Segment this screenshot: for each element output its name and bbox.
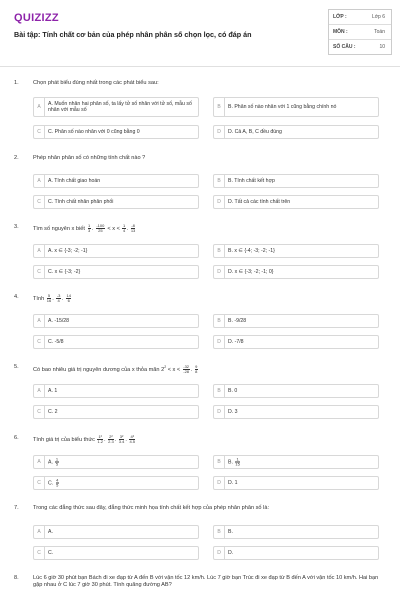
option-letter: C bbox=[34, 477, 45, 489]
fraction: $\frac{1}{15}$ bbox=[235, 456, 240, 467]
option-text: B. -9/28 bbox=[228, 317, 247, 324]
meta-box bbox=[328, 9, 392, 55]
option-text: A. bbox=[48, 528, 53, 535]
option-text: C. Tính chất nhân phân phối bbox=[48, 198, 114, 205]
question-text: Lúc 6 giờ 30 phút bạn Bách đi xe đạp từ A đến B với vận tốc 12 km/h. Lúc 7 giờ bạn Trúc đi xe đạp từ B đến A với vận tốc 10 km/h. Hai bạn gặp nhau ở C lúc 7 giờ 30 phút. Tính quãng đường AB? bbox=[33, 575, 379, 588]
question-text: Tính $\frac{5}{16}$ . $\frac{-3}{4}$ . $\frac{14}{6}$ bbox=[33, 293, 71, 303]
option-letter: B bbox=[214, 315, 225, 327]
option-a[interactable] bbox=[33, 244, 199, 258]
option-text: D. x ∈ {-3; -2; -1; 0} bbox=[228, 268, 274, 275]
option-letter: C bbox=[34, 196, 45, 208]
fraction: $\frac{1}{4}$ bbox=[122, 223, 126, 233]
fraction: $\frac{4}{5}$ bbox=[56, 477, 59, 488]
option-letter: D bbox=[214, 126, 225, 138]
option-text: A. Tính chất giao hoán bbox=[48, 177, 101, 184]
option-letter: A bbox=[34, 245, 45, 257]
question-text: Chọn phát biểu đúng nhất trong các phát biểu sau: bbox=[33, 80, 159, 86]
option-b[interactable] bbox=[213, 244, 379, 258]
fraction: $\frac{-3}{4}$ bbox=[56, 293, 61, 303]
option-letter: D bbox=[214, 336, 225, 348]
option-d[interactable] bbox=[213, 195, 379, 209]
option-b[interactable] bbox=[213, 525, 379, 539]
option-c[interactable] bbox=[33, 335, 199, 349]
header-divider bbox=[0, 66, 400, 67]
option-text: C. -5/8 bbox=[48, 338, 64, 345]
option-c[interactable] bbox=[33, 265, 199, 279]
question-text: Tìm số nguyên x biết $\frac{1}{3}$ . $\frac{-100}{25}$ < x < $\frac{1}{4}$ . $\frac{-8}{13}$ bbox=[33, 223, 136, 233]
option-c[interactable] bbox=[33, 195, 199, 209]
option-a[interactable] bbox=[33, 455, 199, 469]
meta-key: LỚP : bbox=[333, 14, 347, 20]
option-text: D. -7/8 bbox=[228, 338, 244, 345]
question-number: 7. bbox=[14, 505, 19, 511]
option-letter: D bbox=[214, 196, 225, 208]
fraction: $\frac{1}{3}$ bbox=[88, 223, 91, 233]
option-text: A. $\frac{1}{5}$ bbox=[48, 456, 59, 467]
fraction: $\frac{\text{2²}}{2.3}$ bbox=[108, 434, 114, 444]
option-letter: A bbox=[34, 526, 45, 538]
option-text: D. 3 bbox=[228, 408, 238, 415]
fraction: $\frac{5}{16}$ bbox=[46, 293, 52, 303]
meta-key: SỐ CÂU : bbox=[333, 44, 356, 50]
question-number: 8. bbox=[14, 575, 19, 581]
option-text: B. bbox=[228, 528, 233, 535]
quizizz-logo: QUIZIZZ bbox=[14, 12, 59, 24]
option-b[interactable] bbox=[213, 384, 379, 398]
option-text: A. 1 bbox=[48, 387, 58, 394]
option-d[interactable] bbox=[213, 405, 379, 419]
option-letter: B bbox=[214, 245, 225, 257]
question-number: 5. bbox=[14, 364, 19, 370]
meta-value: Toán bbox=[374, 29, 385, 35]
option-letter: B bbox=[214, 456, 225, 468]
option-letter: A bbox=[34, 98, 45, 116]
fraction: $\frac{9}{8}$ bbox=[195, 363, 198, 374]
fraction: $\frac{14}{6}$ bbox=[66, 293, 71, 303]
meta-value: Lớp 6 bbox=[371, 14, 385, 20]
option-text: C. Phân số nào nhân với 0 cũng bằng 0 bbox=[48, 128, 140, 135]
fraction: $\frac{1}{5}$ bbox=[55, 456, 59, 467]
option-text: B. 0 bbox=[228, 387, 238, 394]
question-number: 3. bbox=[14, 224, 19, 230]
option-letter: D bbox=[214, 406, 225, 418]
fraction: $\frac{-32}{-28}$ bbox=[183, 363, 190, 374]
option-text: D. 1 bbox=[228, 479, 238, 486]
option-letter: B bbox=[214, 175, 225, 187]
option-text: C. bbox=[48, 549, 54, 556]
option-b[interactable] bbox=[213, 314, 379, 328]
option-letter: B bbox=[214, 385, 225, 397]
meta-row-count bbox=[329, 40, 391, 54]
option-text: C. x ∈ {-3; -2} bbox=[48, 268, 81, 275]
fraction: $\frac{\text{3²}}{3.4}$ bbox=[118, 434, 125, 444]
option-c[interactable] bbox=[33, 546, 199, 560]
option-letter: A bbox=[34, 175, 45, 187]
question-number: 4. bbox=[14, 294, 19, 300]
question-text: Có bao nhiêu giá trị nguyên dương của x thỏa mãn $2^2 < x$ < $\frac{-32}{-28}$ . $\frac{9}{8}$ bbox=[33, 363, 198, 374]
option-text: D. Cả A, B, C đều đúng bbox=[228, 128, 282, 135]
option-d[interactable] bbox=[213, 265, 379, 279]
option-text: D. bbox=[228, 549, 234, 556]
question-text: Phép nhân phân số có những tính chất nào ? bbox=[33, 155, 146, 161]
option-b[interactable] bbox=[213, 97, 379, 117]
option-letter: D bbox=[214, 266, 225, 278]
option-d[interactable] bbox=[213, 125, 379, 139]
option-letter: A bbox=[34, 315, 45, 327]
option-d[interactable] bbox=[213, 546, 379, 560]
option-letter: B bbox=[214, 526, 225, 538]
option-b[interactable] bbox=[213, 174, 379, 188]
worksheet-header bbox=[0, 0, 400, 66]
worksheet-title: Bài tập: Tính chất cơ bản của phép nhân phân số chọn lọc, có đáp án bbox=[14, 30, 252, 39]
option-text: D. Tất cả các tính chất trên bbox=[228, 198, 291, 205]
option-a[interactable] bbox=[33, 314, 199, 328]
question-number: 2. bbox=[14, 155, 19, 161]
option-b[interactable] bbox=[213, 455, 379, 469]
option-letter: C bbox=[34, 547, 45, 559]
option-text: C. 2 bbox=[48, 408, 58, 415]
option-letter: A bbox=[34, 385, 45, 397]
meta-value: 10 bbox=[379, 44, 385, 50]
question-text: Trong các đẳng thức sau đây, đẳng thức minh họa tính chất kết hợp của phép nhân phân số là: bbox=[33, 505, 269, 511]
option-d[interactable] bbox=[213, 476, 379, 490]
option-letter: A bbox=[34, 456, 45, 468]
option-letter: C bbox=[34, 126, 45, 138]
question-number: 6. bbox=[14, 435, 19, 441]
option-a[interactable] bbox=[33, 525, 199, 539]
option-text: B. Tính chất kết hợp bbox=[228, 177, 275, 184]
option-text: A. Muốn nhân hai phân số, ta lấy tử số nhân với tử số, mẫu số nhân với mẫu số bbox=[48, 100, 192, 113]
option-letter: C bbox=[34, 336, 45, 348]
option-c[interactable] bbox=[33, 125, 199, 139]
question-text: Tính giá trị của biểu thức $\frac{\text{1²}}{1.2}$ . $\frac{\text{2²}}{2.3}$ . $\frac{\text{3²}}{3.4}$ . $\frac{\text{4²}}{4.5}$ bbox=[33, 434, 136, 444]
option-letter: D bbox=[214, 547, 225, 559]
option-a[interactable] bbox=[33, 384, 199, 398]
option-c[interactable] bbox=[33, 405, 199, 419]
option-text: B. $\frac{1}{15}$ bbox=[228, 456, 240, 467]
option-text: C. $\frac{4}{5}$ bbox=[48, 477, 59, 488]
fraction: $\frac{-8}{13}$ bbox=[130, 223, 136, 233]
option-letter: D bbox=[214, 477, 225, 489]
option-letter: C bbox=[34, 406, 45, 418]
option-a[interactable] bbox=[33, 174, 199, 188]
meta-row-grade bbox=[329, 10, 391, 25]
option-text: A. x ∈ {-3; -2; -1} bbox=[48, 247, 88, 254]
question-number: 1. bbox=[14, 80, 19, 86]
option-text: A. -15/28 bbox=[48, 317, 70, 324]
option-d[interactable] bbox=[213, 335, 379, 349]
option-letter: C bbox=[34, 266, 45, 278]
option-letter: B bbox=[214, 98, 225, 116]
option-text: B. Phân số nào nhân với 1 cũng bằng chính nó bbox=[228, 103, 337, 110]
meta-key: MÔN : bbox=[333, 29, 348, 35]
option-text: B. x ∈ {-4; -3; -2; -1} bbox=[228, 247, 275, 254]
fraction: $\frac{-100}{25}$ bbox=[96, 223, 105, 233]
fraction: $\frac{\text{1²}}{1.2}$ bbox=[97, 434, 104, 444]
fraction: $\frac{\text{4²}}{4.5}$ bbox=[129, 434, 136, 444]
option-c[interactable] bbox=[33, 476, 199, 490]
option-a[interactable] bbox=[33, 97, 199, 117]
meta-row-subject bbox=[329, 25, 391, 40]
